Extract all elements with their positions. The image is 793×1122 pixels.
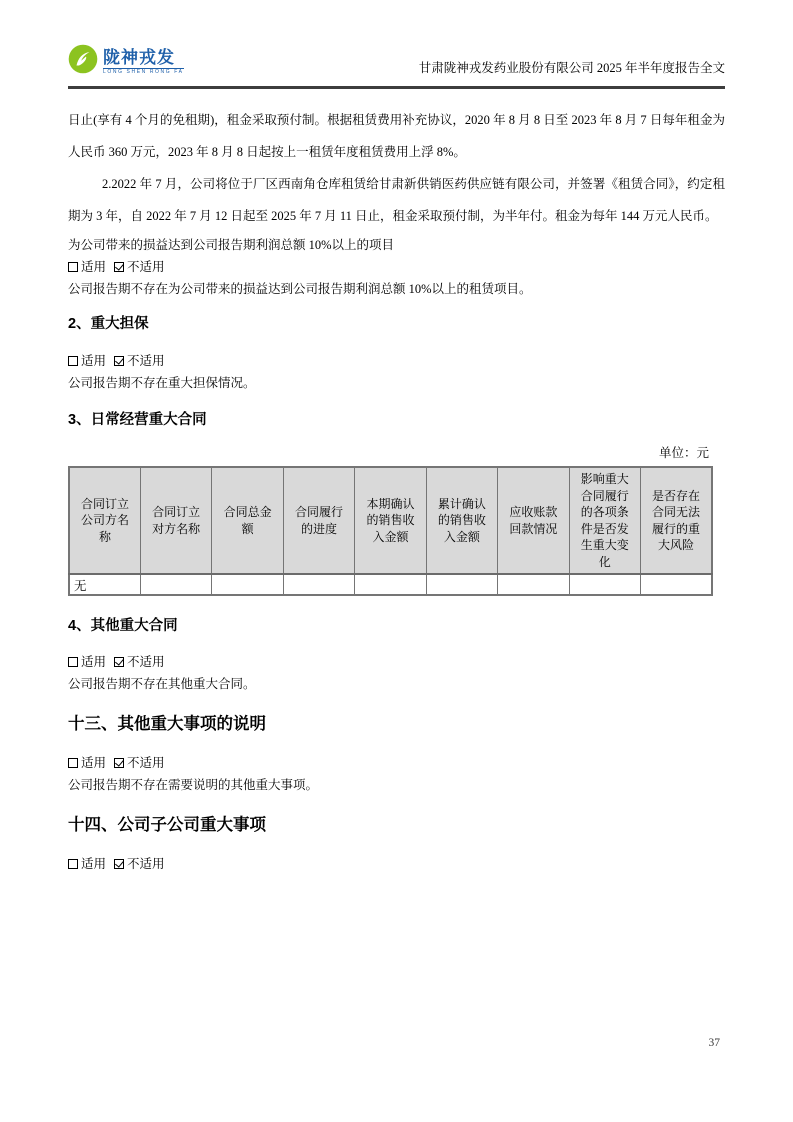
section-title-other-contracts: 4、其他重大合同 (68, 618, 178, 634)
applicable-label: 适用 (81, 260, 107, 274)
table-cell (355, 574, 426, 595)
table-header-cell: 合同总金额 (212, 467, 283, 574)
table-row (69, 574, 712, 595)
table-header-cell: 合同订立公司方名称 (69, 467, 140, 574)
table-header-row (69, 467, 712, 574)
section-title-subsidiary-matters: 十四、公司子公司重大事项 (68, 816, 266, 834)
section-title-guarantee: 2、重大担保 (68, 316, 149, 332)
not-applicable-label: 不适用 (127, 354, 165, 368)
table-header-cell: 合同履行的进度 (283, 467, 354, 574)
not-applicable-label: 不适用 (127, 857, 165, 871)
checkbox-checked-icon (114, 356, 124, 366)
table-cell (641, 574, 713, 595)
company-logo-name: 陇神戎发 (103, 47, 175, 67)
table-cell (212, 574, 283, 595)
table-header-cell: 本期确认的销售收入金额 (355, 467, 426, 574)
table-header-cell: 合同订立对方名称 (140, 467, 211, 574)
lease-paragraph-1: 日止(享有 4 个月的免租期)，租金采取预付制。根据租赁费用补充协议，2020 年 8 月 8 日至 2023 年 8 月 7 日每年租金为人民币 360 万元，2023 年 8 月 8 日起按上一租赁年度租赁费用上浮 8%。 (68, 113, 725, 159)
lease-note: 公司报告期不存在为公司带来的损益达到公司报告期利润总额 10%以上的租赁项目。 (68, 282, 532, 296)
table-cell (283, 574, 354, 595)
applicable-label: 适用 (81, 857, 107, 871)
table-unit-label: 单位：元 (658, 446, 709, 460)
company-logo-text (103, 49, 184, 75)
applicability-row-lease (68, 256, 725, 278)
company-logo (68, 44, 184, 79)
checkbox-unchecked-icon (68, 859, 78, 869)
applicability-row-other-matters (68, 752, 725, 774)
table-cell (426, 574, 497, 595)
checkbox-checked-icon (114, 262, 124, 272)
checkbox-checked-icon (114, 859, 124, 869)
not-applicable-label: 不适用 (127, 655, 165, 669)
guarantee-note: 公司报告期不存在重大担保情况。 (68, 376, 256, 390)
applicability-row-subsidiary (68, 853, 725, 875)
applicability-row-other-contracts (68, 651, 725, 673)
other-matters-note: 公司报告期不存在需要说明的其他重大事项。 (68, 778, 319, 792)
section-title-other-matters: 十三、其他重大事项的说明 (68, 715, 266, 733)
applicable-label: 适用 (81, 354, 107, 368)
applicable-label: 适用 (81, 756, 107, 770)
company-logo-subname: LONG SHEN RONG FA (103, 68, 184, 75)
checkbox-checked-icon (114, 657, 124, 667)
table-header-cell: 影响重大合同履行的各项条件是否发生重大变化 (569, 467, 640, 574)
table-cell: 无 (69, 574, 140, 595)
page-number: 37 (708, 1037, 720, 1049)
page-header (68, 44, 725, 89)
section-title-daily-contracts: 3、日常经营重大合同 (68, 412, 207, 428)
checkbox-unchecked-icon (68, 758, 78, 768)
table-cell (569, 574, 640, 595)
applicability-row-guarantee (68, 350, 725, 372)
table-cell (140, 574, 211, 595)
checkbox-unchecked-icon (68, 356, 78, 366)
report-title: 甘肃陇神戎发药业股份有限公司 2025 年半年度报告全文 (418, 61, 725, 75)
checkbox-checked-icon (114, 758, 124, 768)
lease-paragraph-2: 2.2022 年 7 月，公司将位于厂区西南角仓库租赁给甘肃新供销医药供应链有限公司，并签署《租赁合同》，约定租期为 3 年，自 2022 年 7 月 12 日起至 2025 年 7 月 11 日止，租金采取预付制，为半年付。租金为每年 144 万元人民币。 (68, 177, 725, 223)
table-header-cell: 累计确认的销售收入金额 (426, 467, 497, 574)
checkbox-unchecked-icon (68, 657, 78, 667)
major-contracts-table (68, 466, 713, 596)
page-content (68, 96, 725, 875)
table-cell (498, 574, 569, 595)
not-applicable-label: 不适用 (127, 756, 165, 770)
checkbox-unchecked-icon (68, 262, 78, 272)
not-applicable-label: 不适用 (127, 260, 165, 274)
table-header-cell: 应收账款回款情况 (498, 467, 569, 574)
company-logo-icon (68, 44, 98, 79)
profit-item-line: 为公司带来的损益达到公司报告期利润总额 10%以上的项目 (68, 238, 395, 252)
table-header-cell: 是否存在合同无法履行的重大风险 (641, 467, 713, 574)
other-contracts-note: 公司报告期不存在其他重大合同。 (68, 677, 256, 691)
applicable-label: 适用 (81, 655, 107, 669)
